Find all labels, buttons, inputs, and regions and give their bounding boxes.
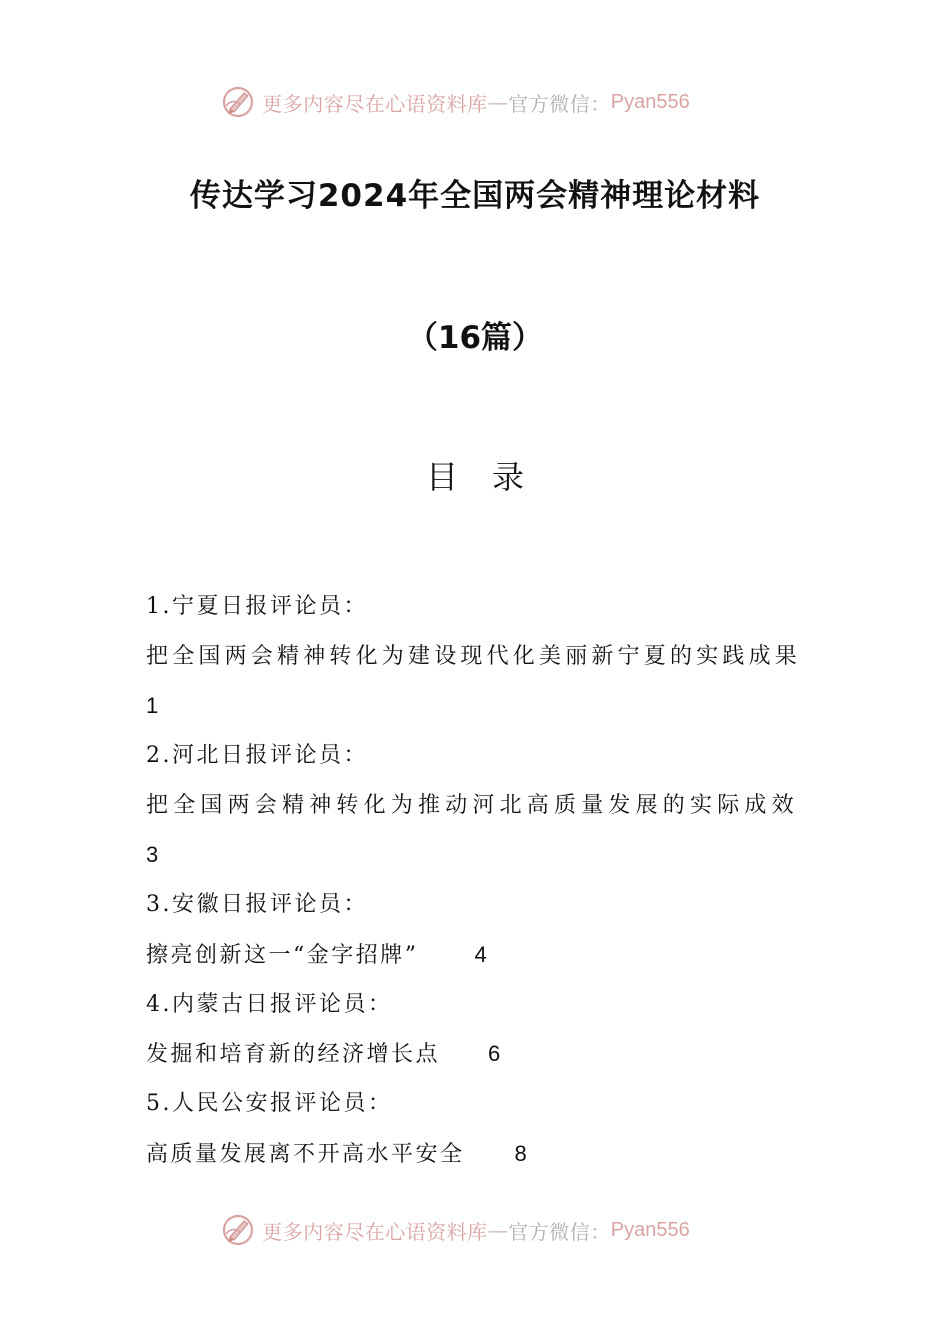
toc-heading: 目录	[425, 458, 558, 496]
toc-entry-page	[146, 681, 806, 731]
toc-page-number: 8	[514, 1140, 527, 1166]
watermark-dash: —	[487, 90, 509, 114]
toc-headline-text: 把全国两会精神转化为建设现代化美丽新宁夏的实践成果	[146, 643, 802, 669]
watermark-official-label: 官方微信：	[508, 91, 611, 116]
toc-entry-source[interactable]	[146, 980, 806, 1030]
toc-entry-source[interactable]	[146, 1079, 806, 1129]
toc-page-number: 1	[146, 693, 159, 719]
toc-entry-source[interactable]	[146, 880, 806, 930]
table-of-contents	[146, 582, 806, 1178]
pen-logo-icon	[220, 84, 256, 120]
toc-source-text: 2.河北日报评论员：	[146, 743, 368, 769]
toc-entry-source[interactable]	[146, 731, 806, 781]
toc-source-text: 5.人民公安报评论员：	[146, 1090, 393, 1116]
toc-source-text: 4.内蒙古日报评论员：	[146, 991, 393, 1017]
toc-entry-headline[interactable]	[146, 930, 806, 980]
watermark-dash: —	[487, 1218, 509, 1242]
watermark-footer	[0, 1210, 950, 1250]
toc-source-text: 3.安徽日报评论员：	[146, 892, 368, 918]
toc-page-number: 4	[474, 941, 487, 967]
toc-page-number: 6	[488, 1041, 501, 1067]
watermark-wechat-id: Pyan556	[610, 1218, 690, 1241]
toc-source-text: 1.宁夏日报评论员：	[146, 594, 368, 619]
toc-entry-headline[interactable]	[146, 632, 806, 682]
watermark-official-label: 官方微信：	[508, 1219, 611, 1244]
watermark-main-text: 更多内容尽在心语资料库	[262, 1219, 488, 1244]
watermark-wechat-id: Pyan556	[610, 90, 690, 113]
toc-headline-text: 高质量发展离不开高水平安全	[146, 1141, 465, 1167]
watermark-main-text: 更多内容尽在心语资料库	[262, 91, 488, 116]
toc-entry-source[interactable]	[146, 582, 806, 632]
toc-headline-text: 发掘和培育新的经济增长点	[146, 1042, 441, 1068]
document-subtitle: （16篇）	[406, 320, 544, 356]
toc-entry-headline[interactable]	[146, 1029, 806, 1079]
toc-entry-page	[146, 830, 806, 880]
toc-entry-headline[interactable]	[146, 781, 806, 831]
toc-page-number: 3	[146, 842, 159, 868]
pen-logo-icon	[220, 1212, 256, 1248]
watermark-header	[0, 82, 950, 122]
document-title: 传达学习2024年全国两会精神理论材料	[189, 178, 761, 214]
toc-headline-text: 擦亮创新这一“金字招牌”	[146, 942, 419, 968]
toc-entry-headline[interactable]	[146, 1129, 806, 1179]
toc-headline-text: 把全国两会精神转化为推动河北高质量发展的实际成效	[146, 792, 799, 818]
